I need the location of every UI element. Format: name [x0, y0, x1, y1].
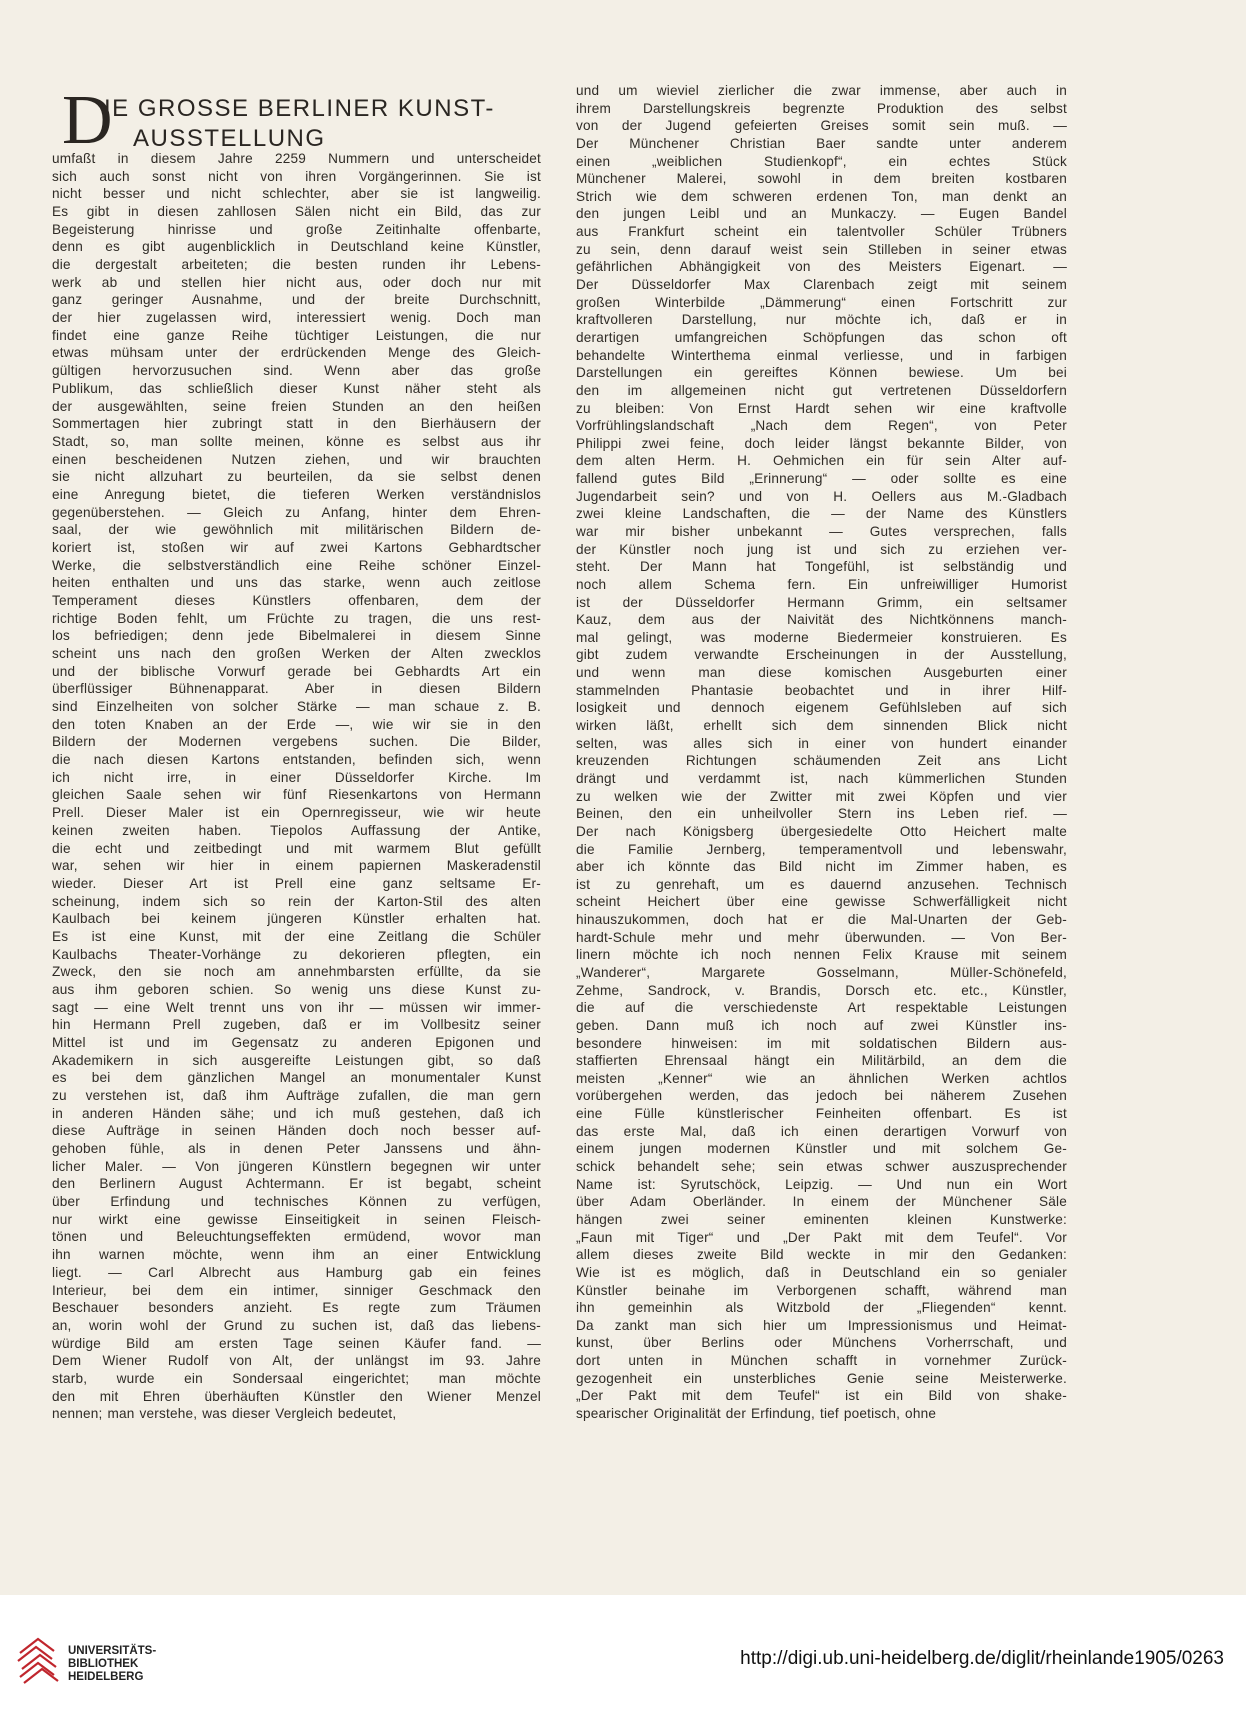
left-text-line: Dem Wiener Rudolf von Alt, der unlängst im 93. Jahre [52, 1353, 541, 1369]
left-text-line: einen bescheidenen Nutzen ziehen, und wir brauchten [52, 451, 541, 467]
right-text-line: Der Münchener Christian Baer sandte unter anderem [576, 135, 1067, 151]
left-text-line: starb, wurde ein Sondersaal eingerichtet; man möchte [52, 1370, 541, 1386]
right-text-line: über Adam Oberländer. In einem der Münchener Säle [576, 1194, 1067, 1210]
left-text-line: Akademikern in sich ausgereifte Leistungen gibt, so daß [52, 1052, 541, 1068]
right-text-line: spearischer Originalität der Erfindung, tief poetisch, ohne [576, 1406, 937, 1421]
left-text-line: los befriedigen; denn jede Bibelmalerei in diesem Sinne [52, 628, 541, 644]
right-text-line: ist zu genrehaft, um es dauernd anzusehen. Technisch [576, 876, 1067, 892]
right-text-line: hinauszukommen, doch hat er die Mal-Unarten der Geb- [576, 912, 1067, 928]
right-text-line: wirken läßt, erhellt sich dem sinnenden Blick nicht [576, 718, 1067, 734]
left-text-line: Werke, die selbstverständlich eine Reihe schöner Einzel- [52, 557, 541, 573]
library-name-line3: HEIDELBERG [68, 1671, 144, 1683]
left-text-line: hin Hermann Prell zugeben, daß er im Vollbesitz seiner [52, 1017, 541, 1033]
right-text-line: Zehme, Sandrock, v. Brandis, Dorsch etc. etc., Künstler, [576, 982, 1067, 998]
left-text-line: sagt — eine Welt trennt uns von ihr — müssen wir immer- [52, 999, 541, 1015]
left-text-line: aus ihm geboren schien. So wenig uns diese Kunst zu- [52, 981, 541, 997]
right-text-line: gezogenheit ein unsterbliches Genie seine Meisterwerke. [576, 1370, 1067, 1386]
left-text-line: gültigen hervorzusuchen sind. Wenn aber das große [52, 363, 541, 379]
right-text-line: und um wieviel zierlicher die zwar immense, aber auch in [576, 83, 1067, 98]
right-text-line: zu welken wie der Zwitter mit zwei Köpfen und vier [576, 788, 1067, 804]
article-title-line2: AUSSTELLUNG [133, 125, 326, 152]
source-url-link[interactable]: http://digi.ub.uni-heidelberg.de/diglit/rheinlande1905/0263 [740, 1648, 1224, 1669]
left-text-line: gehoben fühle, als in denen Peter Janssens und ähn- [52, 1141, 541, 1157]
left-text-line: über Erfindung und technisches Können zu verfügen, [52, 1194, 541, 1210]
right-text-line: Vorfrühlingslandschaft „Nach dem Regen“, von Peter [576, 418, 1067, 434]
right-text-line: Der nach Königsberg übergesiedelte Otto Heichert malte [576, 823, 1067, 839]
left-text-line: Bildern der Modernen vergebens suchen. Die Bilder, [52, 734, 541, 750]
right-text-line: einen „weiblichen Studienkopf“, ein echtes Stück [576, 153, 1067, 169]
left-text-line: würdige Bild am ersten Tage seinen Käufer fand. — [52, 1335, 541, 1351]
left-text-line: licher Maler. — Von jüngeren Künstlern begegnen wir unter [52, 1158, 541, 1174]
right-text-line: noch allem Schema fern. Ein unfreiwilliger Humorist [576, 576, 1067, 592]
right-text-line: gefährlichen Abhängigkeit von des Meisters Eigenart. — [576, 259, 1067, 275]
library-name-line2: BIBLIOTHEK [68, 1658, 139, 1670]
right-text-line: den im allgemeinen nicht gut vertretenen Düsseldorfern [576, 382, 1067, 398]
right-text-line: einem jungen modernen Künstler und mit solchem Ge- [576, 1141, 1067, 1157]
right-text-line: „Der Pakt mit dem Teufel“ ist ein Bild von shake- [576, 1388, 1067, 1404]
left-text-line: den mit Ehren überhäuften Künstler den Wiener Menzel [52, 1388, 541, 1404]
left-text-line: den Berlinern August Achtermann. Er ist begabt, scheint [52, 1176, 541, 1192]
left-text-line: Prell. Dieser Maler ist ein Opernregisseur, wie wir heute [52, 805, 541, 821]
left-text-line: die nach diesen Kartons entstanden, befinden sich, wenn [52, 752, 541, 768]
right-text-line: die auf die verschiedenste Art respektable Leistungen [576, 1000, 1067, 1016]
left-text-line: gleichen Saale sehen wir fünf Riesenkartons von Hermann [52, 787, 541, 803]
right-text-line: großen Winterbilde „Dämmerung“ einen Fortschritt zur [576, 294, 1067, 310]
left-text-line: Es ist eine Kunst, mit der eine Zeitlang die Schüler [52, 928, 541, 944]
left-text-line: tönen und Beleuchtungseffekten ermüdend, wovor man [52, 1229, 541, 1245]
left-text-line: Mittel ist und im Gegensatz zu anderen Epigonen und [52, 1035, 541, 1050]
right-text-line: ist der Düsseldorfer Hermann Grimm, ein seltsamer [576, 594, 1067, 610]
left-text-line: liegt. — Carl Albrecht aus Hamburg gab ein feines [52, 1264, 541, 1280]
left-text-line: richtige Boden fehlt, um Früchte zu tragen, die uns rest- [52, 610, 541, 626]
right-text-line: fallend gutes Bild „Erinnerung“ — oder sollte es eine [576, 471, 1067, 487]
left-text-line: sich auch sonst nicht von ihren Vorgängerinnen. Sie ist [52, 168, 541, 184]
right-text-line: ihrem Darstellungskreis begrenzte Produktion des selbst [576, 100, 1067, 116]
right-text-line: Philippi zwei feine, doch leider längst bekannte Bilder, von [576, 435, 1067, 451]
left-text-line: nicht besser und nicht schlechter, aber sie ist langweilig. [52, 186, 541, 202]
right-text-line: der Künstler noch jung ist und sich zu erziehen ver- [576, 541, 1067, 557]
left-text-line: werk ab und stellen hier nicht aus, oder doch nur mit [52, 274, 541, 290]
right-text-line: „Wanderer“, Margarete Gosselmann, Müller-Schönefeld, [576, 965, 1067, 980]
right-text-line: aus Frankfurt scheint ein talentvoller Schüler Trübners [576, 224, 1067, 240]
right-text-line: Kauz, dem aus der Naivität des Nichtkönnens manch- [576, 612, 1067, 628]
right-text-line: steht. Der Mann hat Tongefühl, ist selbständig und [576, 559, 1067, 575]
left-text-line: sind Einzelheiten von solcher Stärke — man schaue z. B. [52, 699, 541, 715]
left-text-line: der hier zugelassen wird, interessiert wenig. Doch man [52, 310, 541, 326]
right-text-line: hängen zwei seiner eminenten kleinen Kunstwerke: [576, 1211, 1067, 1227]
right-text-line: selten, was alles sich in einer von hundert einander [576, 735, 1067, 751]
left-text-line: und der biblische Vorwurf gerade bei Gebhardts Art ein [52, 663, 541, 679]
right-text-line: dem alten Herm. H. Oehmichen ein für sein Alter auf- [576, 453, 1067, 469]
left-text-line: Stadt, so, man sollte meinen, könne es selbst aus ihr [52, 433, 541, 449]
left-text-line: ihn warnen möchte, wenn ihm an einer Entwicklung [52, 1247, 541, 1263]
right-text-line: meisten „Kenner“ wie an ähnlichen Werken achtlos [576, 1070, 1067, 1086]
right-text-line: kraftvolleren Darstellung, nur möchte ich, daß er in [576, 312, 1067, 328]
left-text-line: sie nicht allzuhart zu beurteilen, da sie selbst denen [52, 469, 541, 485]
left-text-line: zu verstehen ist, daß ihm Aufträge zufallen, die man gern [52, 1088, 541, 1104]
right-text-line: vorübergehen werden, das jedoch bei näherem Zusehen [576, 1088, 1067, 1104]
right-text-line: geben. Dann muß ich noch auf zwei Künstler ins- [576, 1017, 1067, 1033]
right-text-line: derartigen umfangreichen Schöpfungen das schon oft [576, 329, 1067, 345]
right-text-line: aber ich könnte das Bild nicht im Zimmer haben, es [576, 859, 1067, 875]
right-text-line: stammelnden Phantasie beobachtet und in ihrer Hilf- [576, 682, 1067, 698]
right-text-line: kunst, über Berlins oder Münchens Vorherrschaft, und [576, 1335, 1067, 1351]
right-text-line: Name ist: Syrutschöck, Leipzig. — Und nun ein Wort [576, 1176, 1067, 1192]
library-name-line1: UNIVERSITÄTS- [68, 1645, 157, 1657]
left-text-line: den toten Knaben an der Erde —, wie wir sie in den [52, 716, 541, 732]
left-text-line: findet eine ganze Reihe tüchtiger Leistungen, die nur [52, 327, 541, 343]
left-text-line: umfaßt in diesem Jahre 2259 Nummern und unterscheidet [52, 151, 541, 166]
right-text-line: scheint Heichert über eine gewisse Schwerfälligkeit nicht [576, 894, 1067, 910]
right-text-line: gibt zudem verwandte Erscheinungen in der Ausstellung, [576, 647, 1067, 663]
left-text-line: ich nicht irre, in einer Düsseldorfer Kirche. Im [52, 769, 541, 785]
left-text-line: ganz geringer Ausnahme, und der breite Durchschnitt, [52, 292, 541, 308]
article-title-line1: IE GROSSE BERLINER KUNST- [104, 95, 495, 122]
left-text-line: Interieur, bei dem ein intimer, sinniger Geschmack den [52, 1282, 541, 1298]
left-text-line: Beschauer besonders anzieht. Es regte zum Träumen [52, 1300, 541, 1316]
right-text-line: Jugendarbeit sein? und von H. Oellers aus M.-Gladbach [576, 488, 1067, 504]
left-text-line: Temperament dieses Künstlers offenbaren, dem der [52, 593, 541, 608]
footer-bar [0, 1595, 1246, 1713]
left-text-line: scheinung, indem sich so rein der Karton-Stil des alten [52, 893, 541, 909]
left-text-line: die echt und zeitbedingt und mit warmem Blut gefüllt [52, 840, 541, 856]
right-text-line: schick behandelt sehe; sein etwas schwer auszusprechender [576, 1159, 1067, 1175]
right-text-line: den jungen Leibl und an Munkaczy. — Eugen Bandel [576, 206, 1067, 222]
right-text-line: dort unten in München schafft in vornehmer Zurück- [576, 1353, 1067, 1369]
right-text-line: zu bleiben: Von Ernst Hardt sehen wir eine kraftvolle [576, 400, 1067, 416]
right-text-line: das erste Mal, daß ich einen derartigen Vorwurf von [576, 1123, 1067, 1139]
left-text-line: keinen zweiten haben. Tiepolos Auffassung der Antike, [52, 822, 541, 838]
right-text-line: Strich wie dem schweren erdenen Ton, man denkt an [576, 188, 1067, 204]
left-text-line: nennen; man verstehe, was dieser Vergleich bedeutet, [52, 1406, 397, 1422]
right-text-line: mal gelingt, was moderne Biedermeier konstruieren. Es [576, 629, 1067, 645]
library-name [68, 1645, 156, 1684]
left-text-line: koriert ist, stoßen wir auf zwei Kartons Gebhardtscher [52, 539, 541, 555]
right-text-line: zu sein, denn darauf weist sein Stilleben in seiner etwas [576, 241, 1067, 257]
right-text-line: eine Fülle künstlerischer Feinheiten offenbart. Es ist [576, 1106, 1067, 1122]
right-text-line: und wenn man diese komischen Ausgeburten einer [576, 665, 1067, 681]
heidelberg-library-logo-icon [14, 1635, 60, 1685]
left-text-line: war, sehen wir hier in einem papiernen Maskeradenstil [52, 858, 541, 874]
right-text-line: Münchener Malerei, sowohl in dem breiten kostbaren [576, 171, 1067, 187]
left-text-line: die dergestalt arbeiteten; die besten runden ihr Lebens- [52, 257, 541, 273]
right-text-line: staffierten Ehrensaal hängt ein Militärbild, an dem die [576, 1053, 1067, 1069]
right-text-line: Der Düsseldorfer Max Clarenbach zeigt mit seinem [576, 277, 1067, 293]
left-text-line: Sommertagen hier zubringt statt in den Bierhäusern der [52, 416, 541, 432]
right-text-line: Da zankt man sich hier um Impressionismus und Heimat- [576, 1317, 1067, 1333]
left-text-line: diese Aufträge in seinen Händen doch noch besser auf- [52, 1123, 541, 1139]
right-text-line: besondere hinweisen: im mit soldatischen Bildern aus- [576, 1035, 1067, 1051]
left-text-line: scheint uns nach den großen Werken der Alten zwecklos [52, 646, 541, 662]
right-text-line: Beinen, den ein unheilvoller Stern ins Leben rief. — [576, 806, 1067, 822]
left-text-line: überflüssiger Bühnenapparat. Aber in diesen Bildern [52, 681, 541, 697]
right-text-line: ihn gemeinhin als Witzbold der „Fliegenden“ kennt. [576, 1300, 1067, 1316]
right-text-line: „Faun mit Tiger“ und „Der Pakt mit dem Teufel“. Vor [576, 1229, 1067, 1245]
right-text-line: die Familie Jernberg, temperamentvoll und lebenswahr, [576, 841, 1067, 857]
right-text-line: linern möchte ich noch nennen Felix Krause mit seinem [576, 947, 1067, 963]
right-text-line: von der Jugend gefeierten Greises somit sein muß. — [576, 118, 1067, 134]
left-text-line: an, worin wohl der Grund zu suchen ist, daß das liebens- [52, 1317, 541, 1333]
right-text-line: behandelte Winterthema einmal verliesse, und in farbigen [576, 347, 1067, 363]
right-text-line: drängt und verdammt ist, nach kümmerlichen Stunden [576, 770, 1067, 786]
right-text-line: war mir bisher unbekannt — Gutes versprechen, falls [576, 524, 1067, 539]
left-text-line: saal, der wie gewöhnlich mit militärischen Bildern de- [52, 522, 541, 538]
left-text-line: wieder. Dieser Art ist Prell eine ganz seltsame Er- [52, 875, 541, 891]
right-text-line: hardt-Schule mehr und mehr überwunden. — Von Ber- [576, 929, 1067, 945]
left-text-line: es bei dem gänzlichen Mangel an monumentaler Kunst [52, 1070, 541, 1086]
left-text-line: heiten enthalten und uns das starke, wenn auch zeitlose [52, 575, 541, 591]
left-text-line: in anderen Händen sähe; und ich muß gestehen, daß ich [52, 1105, 541, 1121]
left-text-line: Kaulbachs Theater-Vorhänge zu dekorieren pflegten, ein [52, 946, 541, 962]
right-text-line: allem dieses zweite Bild weckte in mir den Gedanken: [576, 1247, 1067, 1263]
right-text-line: Darstellungen ein gereiftes Können bewiese. Um bei [576, 365, 1067, 381]
left-text-line: gegenüberstehen. — Gleich zu Anfang, hinter dem Ehren- [52, 504, 541, 520]
right-text-line: Künstler beinahe im Verborgenen schafft, während man [576, 1282, 1067, 1298]
left-text-line: nur wirkt eine gewisse Einseitigkeit in seinen Fleisch- [52, 1211, 541, 1227]
left-text-line: der ausgewählten, seine freien Stunden an den heißen [52, 398, 541, 414]
right-text-line: losigkeit und dennoch eigenem Gefühlsleben auf sich [576, 700, 1067, 716]
left-text-line: Kaulbach bei keinem jüngeren Künstler erhalten hat. [52, 911, 541, 927]
right-text-line: zwei kleine Landschaften, die — der Name des Künstlers [576, 506, 1067, 522]
left-text-line: etwas mühsam unter der erdrückenden Menge des Gleich- [52, 345, 541, 361]
right-text-line: kreuzenden Richtungen schäumenden Zeit ans Licht [576, 753, 1067, 769]
left-text-line: Publikum, das schließlich dieser Kunst näher steht als [52, 380, 541, 396]
title-initial: D [62, 82, 113, 159]
right-text-line: Wie ist es möglich, daß in Deutschland ein so genialer [576, 1264, 1067, 1280]
left-text-line: Es gibt in diesen zahllosen Sälen nicht ein Bild, das zur [52, 204, 541, 220]
left-text-line: eine Anregung bietet, die tieferen Werken verständnislos [52, 486, 541, 502]
left-text-line: Zweck, den sie noch am annehmbarsten erfüllte, da sie [52, 964, 541, 980]
left-text-line: denn es gibt augenblicklich in Deutschland keine Künstler, [52, 239, 541, 255]
left-text-line: Begeisterung hinrisse und große Zeitinhalte offenbarte, [52, 221, 541, 237]
